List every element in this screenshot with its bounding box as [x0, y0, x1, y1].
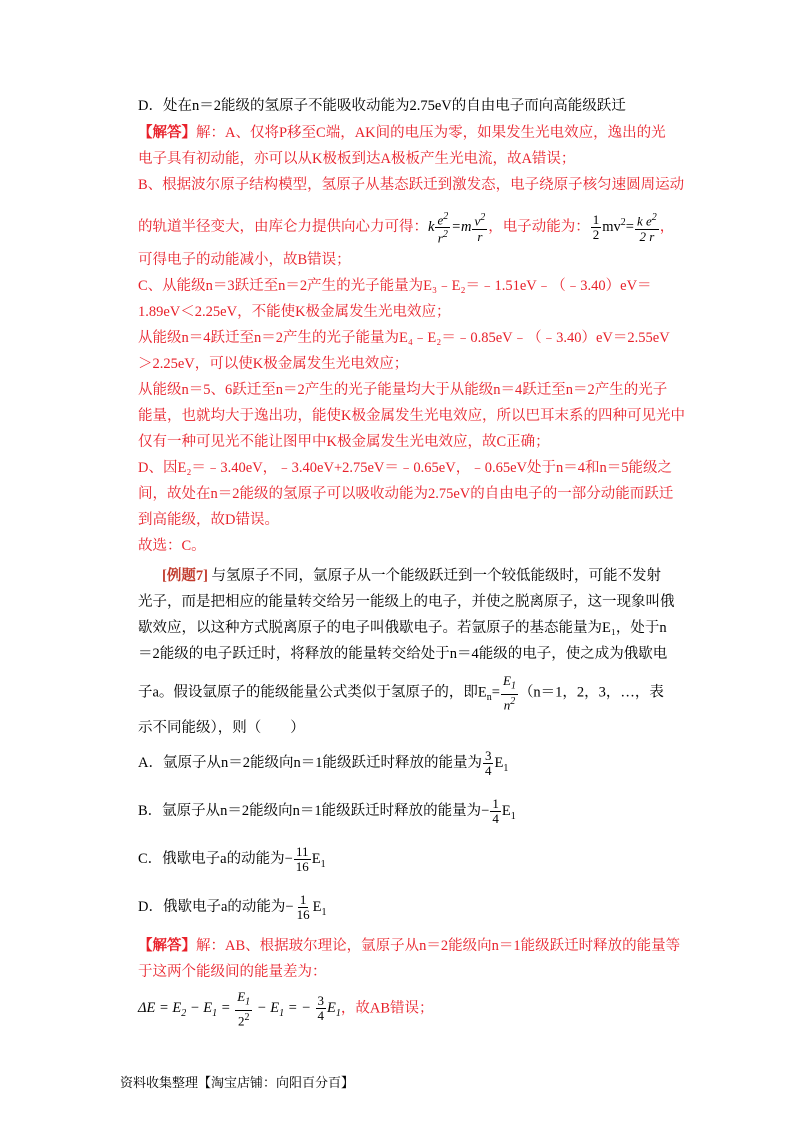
answer2-tag: 【解答】: [138, 938, 196, 954]
example-q3: 歇效应，以这种方式脱离原子的电子叫俄歇电子。若氩原子的基态能量为E₁，处于n: [138, 620, 667, 636]
option-d[interactable]: D．俄歇电子a的动能为− $\frac{1}{16}$ $E_1$: [138, 892, 327, 923]
example-q2: 光子，而是把相应的能量转交给另一能级上的电子，并使之脱离原子，这一现象叫俄: [138, 594, 675, 610]
answer-tag: 【解答】: [138, 125, 196, 141]
option-a[interactable]: A．氩原子从n＝2能级向n＝1能级跃迁时释放的能量为 $\frac{3}{4}$ $E_1$: [138, 748, 509, 779]
option-c-text: C．俄歇电子a的动能为: [138, 851, 285, 867]
delta-formula: $\Delta E = E_2 - E_1$ = $\frac{E_1}{2^2}$ − $E_1$ = − $\frac{3}{4}$ $E_1$: [138, 989, 341, 1028]
example-q4: ＝2能级的电子跃迁时，将释放的能量转交给处于n＝4能级的电子，使之成为俄歇电: [138, 646, 668, 662]
option-a-text: A．氩原子从n＝2能级向n＝1能级跃迁时释放的能量为: [138, 755, 482, 771]
example-q5-pre: 子a。假设氩原子的能级能量公式类似于氢原子的，即E: [138, 684, 487, 701]
answer-d3: 到高能级，故D错误。: [138, 512, 279, 528]
answer-choice: 故选：C。: [138, 538, 206, 554]
answer-c4: ＞2.25eV，可以使K极金属发生光电效应；: [138, 356, 409, 372]
answer-b3: 可得电子的动能减小，故B错误；: [138, 252, 351, 268]
kinetic-formula: $\frac{1}{2}$ $mv^2=$ $\frac{k e^2}{2 r}$: [592, 212, 657, 244]
answer-b2: [138, 206, 678, 245]
option-d-previous: D．处在n＝2能级的氢原子不能吸收动能为2.75eV的自由电子而向高能级跃迁: [138, 98, 626, 114]
option-b-text: B．氩原子从n＝2能级向n＝1能级跃迁时释放的能量为: [138, 803, 482, 819]
option-b[interactable]: B．氩原子从n＝2能级向n＝1能级跃迁时释放的能量为− $\frac{1}{4}$ $E_1$: [138, 796, 516, 827]
answer-line: [138, 123, 678, 143]
answer-b2-mid: ，电子动能为：: [488, 218, 590, 235]
option-c[interactable]: C．俄歇电子a的动能为− $\frac{11}{16}$ $E_1$: [138, 844, 326, 875]
answer-c3: 从能级n＝4跃迁至n＝2产生的光子能量为E₄﹣E₂＝﹣0.85eV﹣（﹣3.40）eV＝2.55eV: [138, 330, 670, 346]
answer-c1: C、从能级n＝3跃迁至n＝2产生的光子能量为E₃﹣E₂＝﹣1.51eV﹣（﹣3.40）eV＝: [138, 278, 652, 294]
energy-formula: $\frac{E_1}{n^2}$: [502, 673, 516, 712]
example-line: [162, 566, 702, 586]
example-q5: 子a。假设氩原子的能级能量公式类似于氢原子的，即$E_n=$ $\frac{E_1}{n^2}$ （n＝1，2，3，…，表: [138, 673, 664, 712]
answer2-a3: [138, 990, 678, 1032]
answer-c5: 从能级n＝5、6跃迁至n＝2产生的光子能量均大于从能级n＝4跃迁至n＝2产生的光子: [138, 382, 668, 398]
answer-c2: 1.89eV＜2.25eV，不能使K极金属发生光电效应；: [138, 304, 451, 320]
answer2-line: [138, 936, 681, 956]
answer-c7: 仅有一种可见光不能让图甲中K极金属发生光电效应，故C正确；: [138, 434, 550, 450]
answer-d2: 间，故处在n＝2能级的氢原子可以吸收动能为2.75eV的自由电子的一部分动能而跃迁: [138, 486, 674, 502]
footer-source: 资料收集整理【淘宝店铺：向阳百分百】: [120, 1075, 355, 1090]
answer2-a3-end: ，故AB错误；: [340, 1000, 434, 1017]
example-tag: [例题7]: [162, 568, 208, 584]
example-q5-post: （n＝1，2，3，…，表: [518, 684, 664, 701]
answer2-a1: 解：AB、根据玻尔理论，氩原子从n＝2能级向n＝1能级跃迁时释放的能量等: [196, 938, 681, 954]
answer-b2-end: ，: [659, 218, 675, 235]
answer-b2-pre: 的轨道半径变大，由库仑力提供向心力可得：: [138, 218, 428, 235]
example-q6: 示不同能级），则（ ）: [138, 720, 305, 736]
answer-b1: B、根据波尔原子结构模型，氢原子从基态跃迁到激发态，电子绕原子核匀速圆周运动: [138, 177, 685, 193]
coulomb-formula: k $\frac{e^2}{r^2}$ =m $\frac{v^2}{r}$: [428, 210, 486, 246]
answer-a2: 电子具有初动能，亦可以从K极板到达A极板产生光电流，故A错误；: [138, 151, 576, 167]
answer-a1: 解：A、仅将P移至C端，AK间的电压为零，如果发生光电效应，逸出的光: [196, 125, 666, 141]
answer-c6: 能量，也就均大于逸出功，能使K极金属发生光电效应，所以巴耳末系的四种可见光中: [138, 408, 685, 424]
answer2-a2: 于这两个能级间的能量差为：: [138, 964, 327, 980]
option-d-text: D．俄歇电子a的动能为: [138, 899, 286, 915]
example-q1: 与氢原子不同，氩原子从一个能级跃迁到一个较低能级时，可能不发射: [211, 568, 662, 584]
answer-d1: D、因E₂＝﹣3.40eV，﹣3.40eV+2.75eV＝﹣0.65eV，﹣0.65eV处于n＝4和n＝5能级之: [138, 460, 672, 476]
